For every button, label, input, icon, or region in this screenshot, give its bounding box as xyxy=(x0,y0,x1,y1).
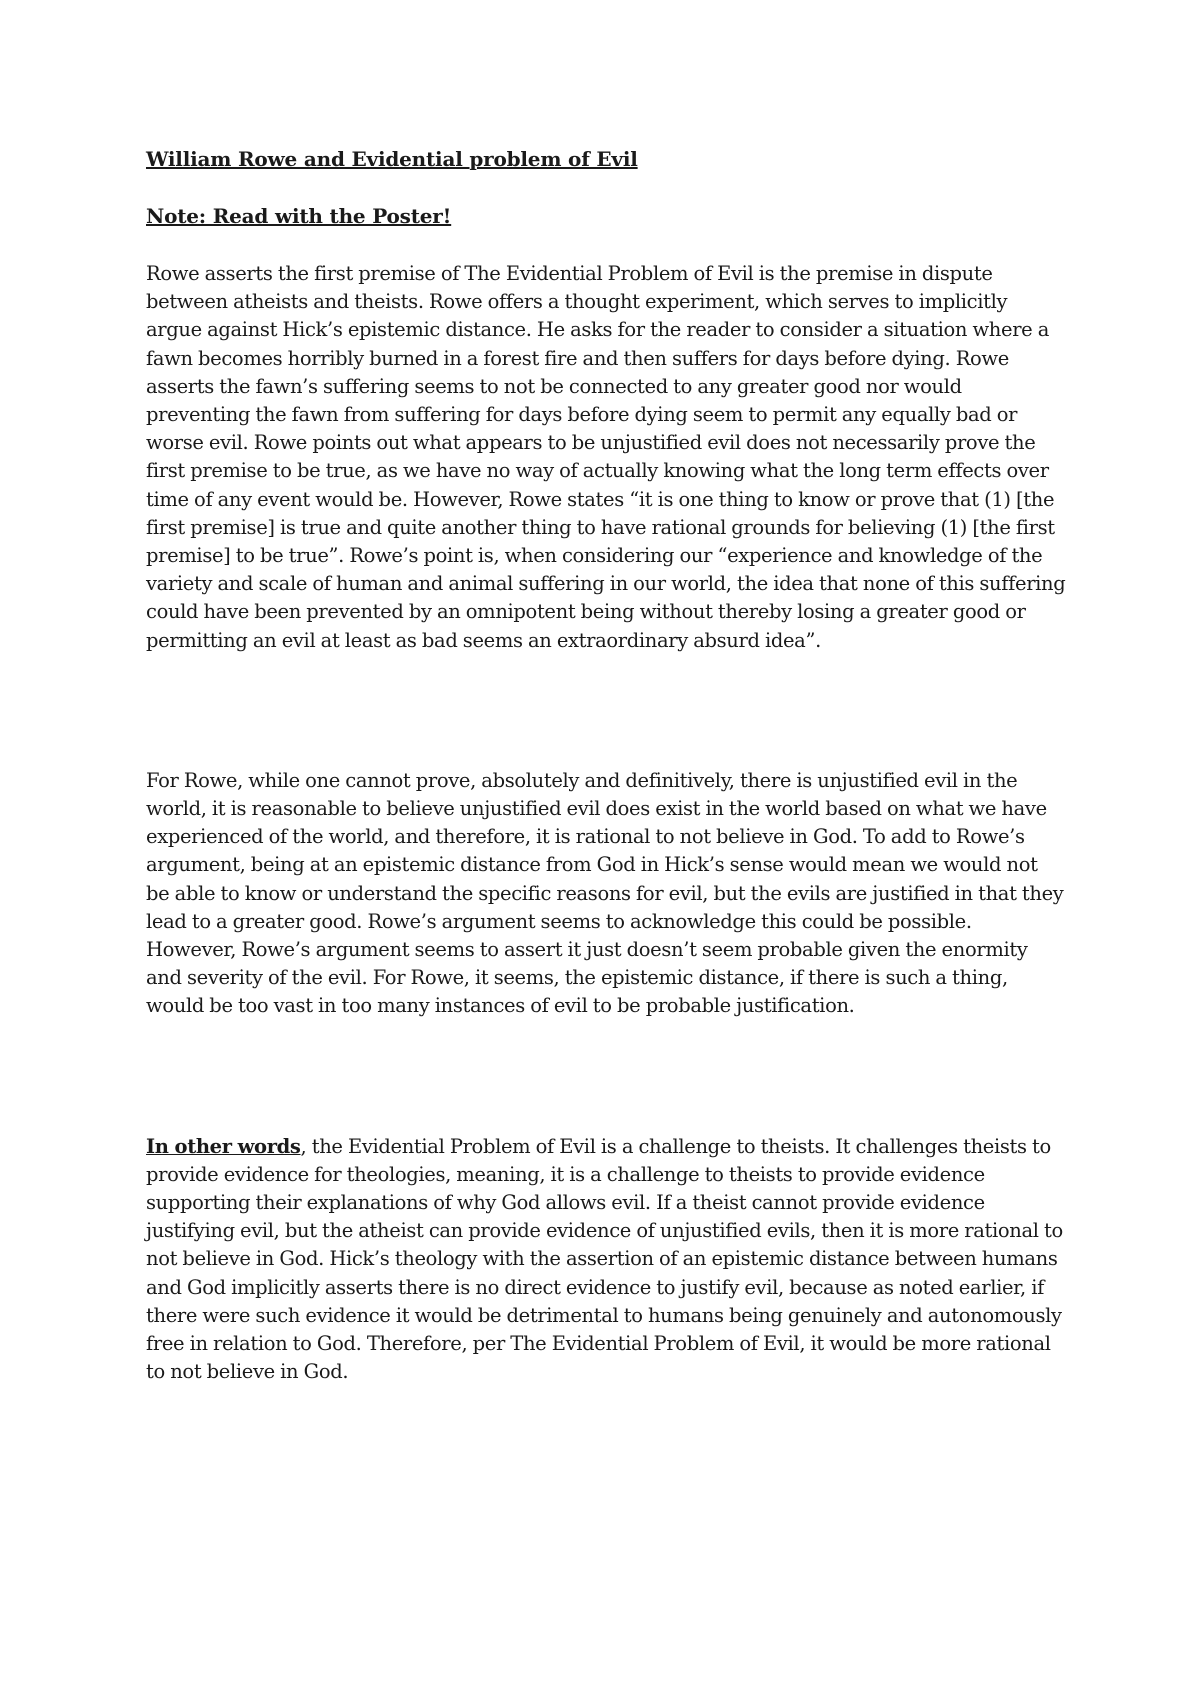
paragraph-in-other-words xyxy=(146,1133,1066,1387)
paragraph-text: For Rowe, while one cannot prove, absolutely and definitively, there is unjustified evil in the world, it is reasonable to believe unjustified evil does exist in the world based on what we have experienced of the world, and therefore, it is rational to not believe in God. To add to Rowe’s argument, being at an epistemic distance from God in Hick’s sense would mean we would not be able to know or understand the specific reasons for evil, but the evils are justified in that they lead to a greater good. Rowe’s argument seems to acknowledge this could be possible. However, Rowe’s argument seems to assert it just doesn’t seem probable given the enormity and severity of the evil. For Rowe, it seems, the epistemic distance, if there is such a thing, would be too vast in too many instances of evil to be probable justification. xyxy=(146,768,1064,1018)
paragraph-rowe-premise xyxy=(146,260,1066,655)
paragraph-text: , the Evidential Problem of Evil is a challenge to theists. It challenges theists to provide evidence for theologies, meaning, it is a challenge to theists to provide evidence supporting their explanations of why God allows evil. If a theist cannot provide evidence justifying evil, but the atheist can provide evidence of unjustified evils, then it is more rational to not believe in God. Hick’s theology with the assertion of an epistemic distance between humans and God implicitly asserts there is no direct evidence to justify evil, because as noted earlier, if there were such evidence it would be detrimental to humans being genuinely and autonomously free in relation to God. Therefore, per The Evidential Problem of Evil, it would be more rational to not believe in God. xyxy=(146,1134,1063,1384)
paragraph-lead: In other words xyxy=(146,1134,301,1158)
document-title: William Rowe and Evidential problem of Evil xyxy=(146,147,638,171)
document-body xyxy=(146,145,1066,1387)
reading-note: Note: Read with the Poster! xyxy=(146,204,452,228)
paragraph-text: Rowe asserts the first premise of The Evidential Problem of Evil is the premise in dispute between atheists and theists. Rowe offers a thought experiment, which serves to implicitly argue against Hick’s epistemic distance. He asks for the reader to consider a situation where a fawn becomes horribly burned in a forest fire and then suffers for days before dying. Rowe asserts the fawn’s suffering seems to not be connected to any greater good nor would preventing the fawn from suffering for days before dying seem to permit any equally bad or worse evil. Rowe points out what appears to be unjustified evil does not necessarily prove the first premise to be true, as we have no way of actually knowing what the long term effects over time of any event would be. However, Rowe states “it is one thing to know or prove that (1) [the first premise] is true and quite another thing to have rational grounds for believing (1) [the first premise] to be true”. Rowe’s point is, when considering our “experience and knowledge of the variety and scale of human and animal suffering in our world, the idea that none of this suffering could have been prevented by an omnipotent being without thereby losing a greater good or permitting an evil at least as bad seems an extraordinary absurd idea”. xyxy=(146,262,1066,652)
paragraph-rowe-unjustified-evil xyxy=(146,767,1066,1021)
